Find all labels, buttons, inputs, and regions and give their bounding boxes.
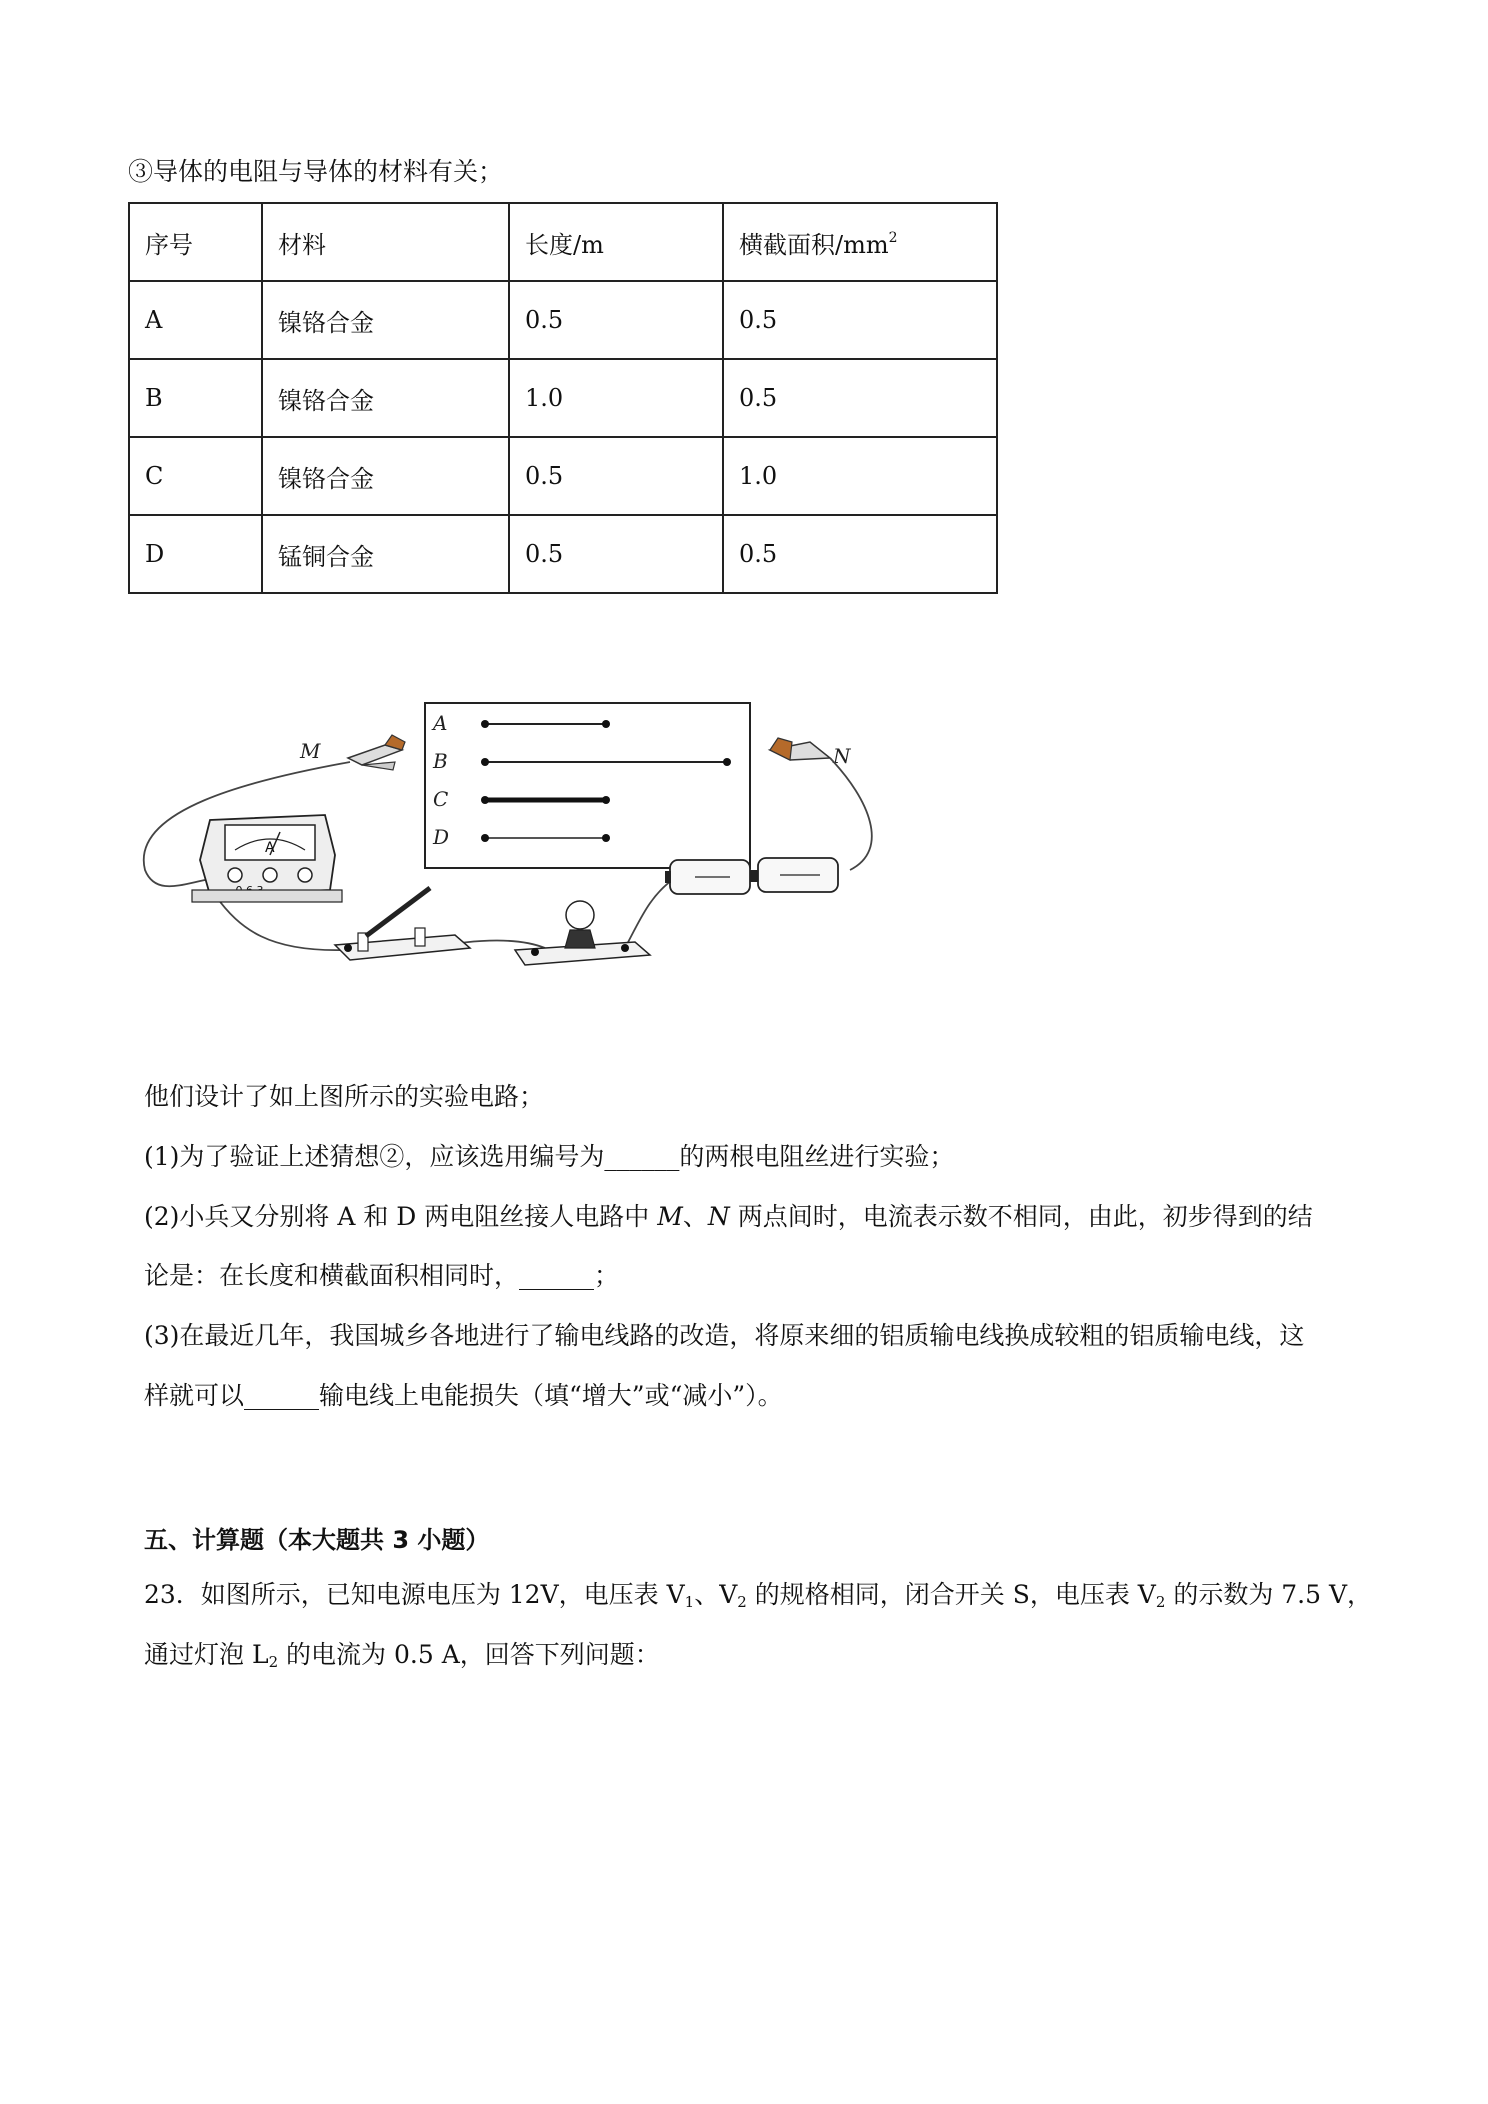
table-header-row bbox=[129, 203, 997, 281]
table-header: 长度/m bbox=[509, 203, 723, 281]
hypothesis-3: ③导体的电阻与导体的材料有关； bbox=[128, 157, 504, 186]
table-row bbox=[129, 515, 997, 593]
clip-label-m: M bbox=[300, 739, 321, 763]
alligator-clip-m bbox=[348, 735, 405, 770]
table-cell: 镍铬合金 bbox=[262, 281, 509, 359]
experiment-intro: 他们设计了如上图所示的实验电路； bbox=[144, 1082, 545, 1111]
question-2-line-1: (2)小兵又分别将 A 和 D 两电阻丝接人电路中 M、N 两点间时，电流表示数不相同，由此，初步得到的结 bbox=[144, 1202, 1313, 1231]
resistance-wire-c bbox=[481, 796, 610, 804]
table-row bbox=[129, 359, 997, 437]
problem-23-line-1: 23．如图所示，已知电源电压为 12V，电压表 $V_1$、$V_2$ 的规格相同，闭合开关 S，电压表 $V_2$ 的示数为 7.5 V， bbox=[144, 1580, 1373, 1611]
resistance-wire-b bbox=[481, 758, 731, 766]
resistance-wire-d bbox=[481, 834, 610, 842]
table-cell: 镍铬合金 bbox=[262, 437, 509, 515]
table-cell: C bbox=[129, 437, 262, 515]
resistance-wire-board bbox=[425, 703, 750, 868]
section-heading: 五、计算题（本大题共 3 小题） bbox=[144, 1526, 490, 1554]
table-cell: 锰铜合金 bbox=[262, 515, 509, 593]
table-cell: 0.5 bbox=[509, 515, 723, 593]
question-3-line-2: 样就可以______输电线上电能损失（填“增大”或“减小”）。 bbox=[144, 1381, 783, 1410]
light-bulb-holder bbox=[515, 901, 650, 965]
question-3-line-1: (3)在最近几年，我国城乡各地进行了输电线路的改造，将原来细的铝质输电线换成较粗的铝质输电线，这 bbox=[144, 1321, 1305, 1350]
clip-label-n: N bbox=[833, 744, 851, 768]
wire-label-d: D bbox=[433, 825, 450, 849]
table-header: 序号 bbox=[129, 203, 262, 281]
table-cell: B bbox=[129, 359, 262, 437]
resistance-wire-a bbox=[481, 720, 610, 728]
problem-23-line-2: 通过灯泡 $L_2$ 的电流为 0.5 A，回答下列问题： bbox=[144, 1640, 660, 1671]
wire-lamp-to-battery bbox=[625, 878, 675, 948]
battery-pack bbox=[665, 858, 838, 894]
question-2-line-2: 论是：在长度和横截面积相同时，______； bbox=[144, 1261, 620, 1290]
table-cell: D bbox=[129, 515, 262, 593]
table-cell: 1.0 bbox=[723, 437, 997, 515]
wire-ammeter-to-switch bbox=[215, 895, 345, 950]
table-cell: 0.5 bbox=[723, 515, 997, 593]
table-row bbox=[129, 281, 997, 359]
ammeter bbox=[192, 815, 342, 902]
table-cell: 0.5 bbox=[723, 281, 997, 359]
question-1: (1)为了验证上述猜想②，应该选用编号为______的两根电阻丝进行实验； bbox=[144, 1142, 955, 1171]
wire-n-to-battery bbox=[830, 758, 872, 870]
alligator-clip-n bbox=[770, 738, 830, 760]
table-cell: 0.5 bbox=[509, 437, 723, 515]
table-header: 横截面积$/mm^2$ bbox=[723, 203, 997, 281]
ammeter-label: A bbox=[265, 840, 275, 856]
knife-switch bbox=[335, 888, 470, 960]
wire-label-c: C bbox=[433, 787, 449, 811]
table-header: 材料 bbox=[262, 203, 509, 281]
table-cell: A bbox=[129, 281, 262, 359]
table-cell: 1.0 bbox=[509, 359, 723, 437]
table-cell: 镍铬合金 bbox=[262, 359, 509, 437]
table-cell: 0.5 bbox=[509, 281, 723, 359]
circuit-figure bbox=[130, 690, 1030, 990]
material-table bbox=[128, 202, 998, 594]
wire-label-a: A bbox=[433, 711, 448, 735]
table-row bbox=[129, 437, 997, 515]
wire-label-b: B bbox=[433, 749, 448, 773]
table-cell: 0.5 bbox=[723, 359, 997, 437]
